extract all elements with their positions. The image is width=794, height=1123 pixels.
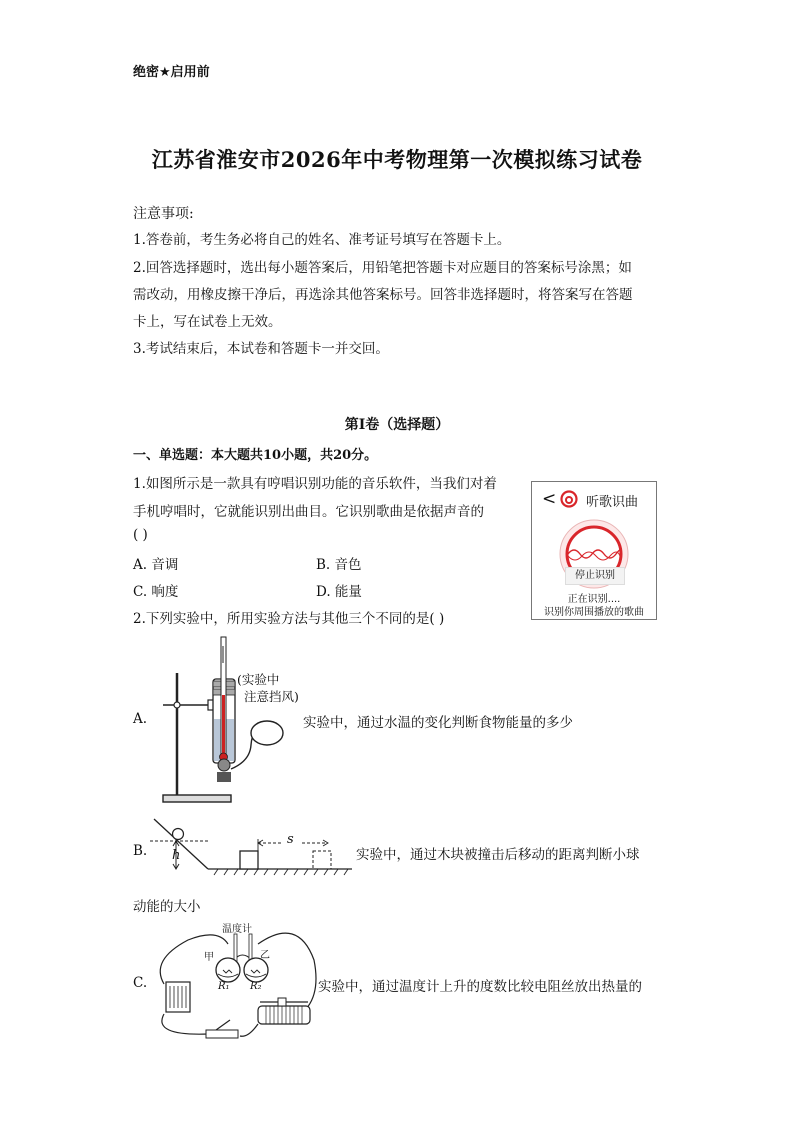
option-a-note-line-1: (实验中 (237, 672, 280, 687)
q2-option-c-letter: C. (133, 975, 148, 991)
q1-option-a: A. 音调 (133, 557, 179, 573)
back-arrow-icon: < (542, 489, 557, 509)
distance-label-s: s (287, 832, 294, 847)
notice-item-2-line-1: 2.回答选择题时，选出每小题答案后，用铅笔把答题卡对应题目的答案标号涂黑；如 (133, 260, 632, 276)
confidential-label: 绝密★启用前 (133, 65, 210, 80)
food-energy-apparatus-diagram (155, 633, 305, 808)
exam-title: 江苏省淮安市2026年中考物理第一次模拟练习试卷 (151, 147, 643, 172)
resistor-r2-label: R₂ (250, 981, 262, 992)
recognition-hint: 识别你周围播放的歌曲 (544, 607, 644, 618)
q2-option-a-text: 实验中，通过水温的变化判断食物能量的多少 (303, 715, 573, 731)
q2-option-b-text: 实验中，通过木块被撞击后移动的距离判断小球 (356, 847, 640, 863)
notice-item-2-line-2: 需改动，用橡皮擦干净后，再选涂其他答案标号。回答非选择题时，将答案写在答题 (133, 287, 633, 303)
q2-option-b-text-continued: 动能的大小 (133, 899, 201, 915)
q2-option-b-letter: B. (133, 843, 148, 859)
q1-stem-line-1: 1.如图所示是一款具有哼唱识别功能的音乐软件，当我们对着 (133, 476, 497, 492)
option-a-note-line-2: 注意挡风) (244, 689, 299, 704)
notice-item-3: 3.考试结束后，本试卷和答题卡一并交回。 (133, 341, 389, 357)
music-app-figure (531, 481, 657, 620)
kinetic-energy-ramp-diagram (150, 817, 355, 881)
app-title: 听歌识曲 (586, 495, 639, 510)
notice-heading: 注意事项: (133, 206, 194, 222)
resistor-heating-circuit-diagram (148, 920, 320, 1048)
q1-stem-line-2: 手机哼唱时，它就能识别出曲目。它识别歌曲是依据声音的 (133, 504, 484, 520)
thermometer-label: 温度计 (222, 924, 252, 935)
q1-option-b: B. 音色 (316, 557, 362, 573)
q2-option-a-letter: A. (133, 711, 148, 727)
flask-jia-label: 甲 (204, 952, 214, 963)
q2-option-c-text: 实验中，通过温度计上升的度数比较电阻丝放出热量的 (318, 979, 642, 995)
recognition-status: 正在识别.... (567, 594, 621, 605)
notice-item-2-line-3: 卡上，写在试卷上无效。 (133, 314, 282, 330)
section-heading: 第Ⅰ卷（选择题） (344, 417, 450, 433)
resistor-r1-label: R₁ (218, 981, 230, 992)
flask-yi-label: 乙 (260, 950, 270, 961)
section-subheading: 一、单选题：本大题共10小题，共20分。 (133, 448, 378, 463)
q1-answer-blank: ( ) (133, 527, 148, 543)
q1-option-d: D. 能量 (316, 584, 362, 600)
height-label-h: h (172, 848, 181, 863)
q2-stem: 2.下列实验中，所用实验方法与其他三个不同的是( ) (133, 611, 445, 627)
app-logo-icon (560, 490, 578, 508)
notice-item-1: 1.答卷前，考生务必将自己的姓名、准考证号填写在答题卡上。 (133, 232, 511, 248)
q1-option-c: C. 响度 (133, 584, 179, 600)
stop-recognition-button[interactable]: 停止识别 (565, 567, 625, 585)
